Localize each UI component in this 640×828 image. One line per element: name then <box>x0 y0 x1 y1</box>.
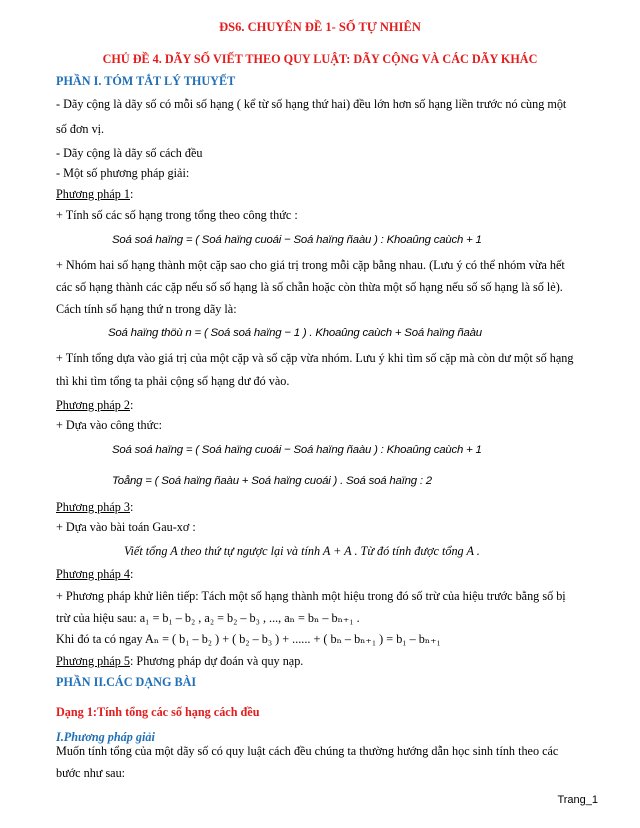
part2-p-line2: bước như sau: <box>56 766 126 780</box>
m4-line3: Khi đó ta có ngay Aₙ = ( b₁ – b₂ ) + ( b₂ – b₃ ) + ...... + ( bₙ – bₙ₊₁ ) = b₁ – bₙ₊₁ <box>56 632 441 646</box>
method4-heading <box>56 567 602 582</box>
m1-p2-line3: Cách tính số hạng thứ n trong dãy là: <box>56 302 237 316</box>
dang1-heading: Dạng 1:Tính tổng các số hạng cách đều <box>56 705 260 719</box>
m3-step1: + Dựa vào bài toán Gau-xơ : <box>56 520 196 534</box>
part1-heading: PHẦN I. TÓM TẮT LÝ THUYẾT <box>56 74 236 88</box>
m1-p2-line1: + Nhóm hai số hạng thành một cặp sao cho giá trị trong mỗi cặp bằng nhau. (Lưu ý có thể nhóm vừa hết <box>56 258 565 272</box>
m4-line1: + Phương pháp khử liên tiếp: Tách một số hạng thành một hiệu trong đó số trừ của hiệu trước bằng số bị <box>56 589 566 603</box>
formula-number-of-terms-2: Soá soá haïng = ( Soá haïng cuoái − Soá haïng ñaàu ) : Khoaûng caùch + 1 <box>112 444 482 456</box>
m2-step1: + Dựa vào công thức: <box>56 418 163 432</box>
m4-line2: trừ của hiệu sau: a₁ = b₁ – b₂ , a₂ = b₂ – b₃ , ..., aₙ = bₙ – bₙ₊₁ . <box>56 611 360 625</box>
method3-label: Phương pháp 3 <box>56 500 130 514</box>
formula-nth-term: Soá haïng thöù n = ( Soá soá haïng − 1 ) . Khoaûng caùch + Soá haïng ñaàu <box>108 327 482 339</box>
part2-heading: PHẦN II.CÁC DẠNG BÀI <box>56 675 197 689</box>
method5-label: Phương pháp 5 <box>56 654 130 668</box>
method5-text: : Phương pháp dự đoán và quy nạp. <box>130 654 304 668</box>
method2-heading <box>56 398 602 413</box>
part2-p-line1: Muốn tính tổng của một dãy số có quy luật cách đều chúng ta thường hướng dẫn học sinh tính theo các <box>56 744 559 758</box>
method1-label: Phương pháp 1 <box>56 187 130 201</box>
colon: : <box>130 500 134 514</box>
colon: : <box>130 567 134 581</box>
p3: - Một số phương pháp giải: <box>56 166 190 180</box>
formula-sum: Toång = ( Soá haïng ñaàu + Soá haïng cuoái ) . Soá soá haïng : 2 <box>112 475 432 487</box>
p1-line2: số đơn vị. <box>56 122 105 136</box>
method2-label: Phương pháp 2 <box>56 398 130 412</box>
method5-line <box>56 654 602 669</box>
m1-p2-line2: các số hạng thành các cặp nếu số số hạng là số chẵn hoặc còn thừa một số hạng nếu số số hạng là số lẻ). <box>56 280 563 294</box>
m3-gauss-note: Viết tổng A theo thứ tự ngược lại và tính A + A . Từ đó tính được tổng A . <box>124 544 480 558</box>
method3-heading <box>56 500 602 515</box>
method1-heading <box>56 187 602 202</box>
colon: : <box>130 187 134 201</box>
formula-number-of-terms: Soá soá haïng = ( Soá haïng cuoái − Soá haïng ñaàu ) : Khoaûng caùch + 1 <box>112 234 482 246</box>
topic-title: CHỦ ĐỀ 4. DÃY SỐ VIẾT THEO QUY LUẬT: DÃY CỘNG VÀ CÁC DÃY KHÁC <box>102 52 538 66</box>
colon: : <box>130 398 134 412</box>
document-title: ĐS6. CHUYÊN ĐỀ 1- SỐ TỰ NHIÊN <box>219 20 421 34</box>
m1-step1: + Tính số các số hạng trong tổng theo công thức : <box>56 208 298 222</box>
m1-p3-line1: + Tính tổng dựa vào giá trị của một cặp và số cặp vừa nhóm. Lưu ý khi tìm số cặp mà còn dư một số hạng <box>56 351 574 365</box>
page-number: Trang_1 <box>557 794 598 806</box>
p2: - Dãy cộng là dãy số cách đều <box>56 146 203 160</box>
m1-p3-line2: thì khi tìm tổng ta phải cộng số hạng dư đó vào. <box>56 374 290 388</box>
method4-label: Phương pháp 4 <box>56 567 130 581</box>
method-subheading: I.Phương pháp giải <box>56 730 155 744</box>
p1-line1: - Dãy cộng là dãy số có mỗi số hạng ( kể từ số hạng thứ hai) đều lớn hơn số hạng liền trước nó cùng một <box>56 97 567 111</box>
